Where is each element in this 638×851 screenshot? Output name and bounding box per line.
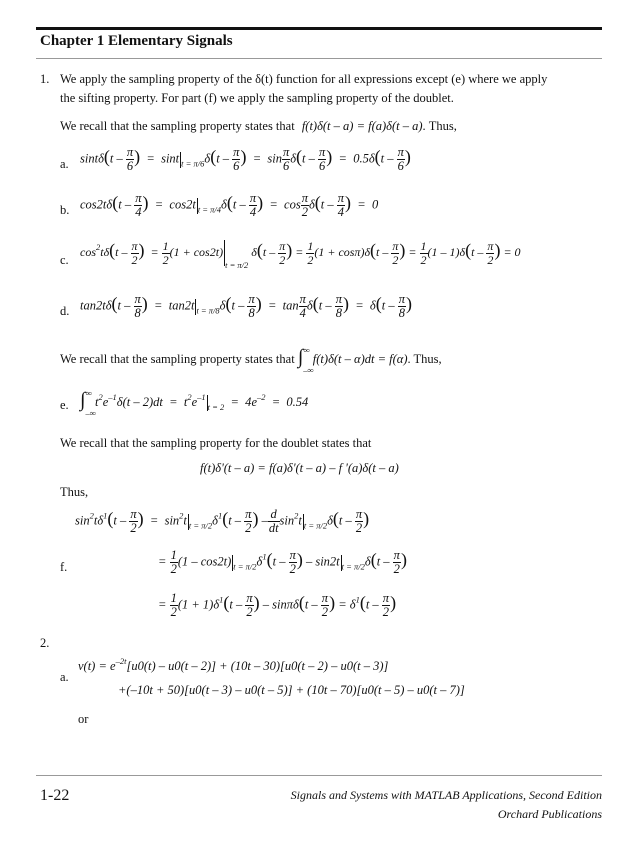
eq-line-1-exponent: –2t [115, 656, 127, 666]
book-title: Signals and Systems with MATLAB Applications, Second Edition [290, 788, 602, 802]
recall-doublet-text: We recall that the sampling property for the doublet states that [60, 436, 372, 450]
part-f-label: f. [60, 560, 68, 574]
item-1-intro-line-1: We apply the sampling property of the δ(t) function for all expressions except (e) where we apply [60, 72, 548, 86]
or-label: or [78, 712, 89, 726]
sifting-property-equation: f(t)δ(t – α)dt = f(α) [312, 352, 408, 366]
item-1-number: 1. [40, 72, 50, 86]
item-2-part-a-label: a. [60, 670, 69, 684]
sampling-property-equation: f(t)δ(t – a) = f(a)δ(t – a) [301, 119, 423, 133]
part-c-equation: $\cos^2t\delta(t$ – $\frac{\pi}{2}$ ) = $\frac{1}{2}$ $(1 + \cos 2t)_{t = \pi/2}$ δ(t – $\frac{\pi}{2}$ ) = $\frac{1}{2}$ (1 + cosπ)δ(t – $\frac{\pi}{2}$ ) = $\frac{1}{2}$ (1 – 1)δ(t – $\frac{\pi}{2}$ ) = 0 [80, 239, 521, 270]
recall-sifting-thus: . Thus, [407, 352, 442, 366]
part-c-label: c. [60, 253, 69, 267]
item-2-equation-line-2: +(–10t + 50)[u0(t – 3) – u0(t – 5)] + (10t – 70)[u0(t – 5) – u0(t – 7)] [118, 683, 465, 697]
thus-label: Thus, [60, 485, 89, 499]
doublet-property-equation: f(t)δ'(t – a) = f(a)δ'(t – a) – f '(a)δ(t – a) [200, 461, 399, 475]
recall-sampling-line [60, 119, 457, 134]
header-divider [36, 58, 602, 59]
part-d-label: d. [60, 304, 70, 318]
part-e-label: e. [60, 398, 69, 412]
chapter-title: Chapter 1 Elementary Signals [40, 33, 233, 49]
item-2-equation-line-1 [78, 656, 388, 674]
recall-sifting-text: We recall that the sampling property states that [60, 352, 295, 366]
header-rule [36, 27, 602, 30]
part-d-equation: tan2tδ(t – $\frac{\pi}{8}$ ) = tan2t $_{t = \pi/8}$δ(t – $\frac{\pi}{8}$ ) = tan $\frac{\pi}{4}$ δ(t – $\frac{\pi}{8}$ ) = δ(t – $\frac{\pi}{8}$ ) [80, 292, 412, 321]
item-1-intro-line-2: the sifting property. For part (f) we apply the sampling property of the doublet. [60, 91, 454, 105]
part-f-equation-line-1: $\sin^2t\delta^1(t$ – $\frac{\pi}{2}$ ) = $\sin^2t$ $_{t = \pi/2}\delta^1(t$ – $\frac{\pi}{2}$ ) – $\frac{d}{dt}$ $\sin^2t$ $_{t = \pi/2}$δ(t – $\frac{\pi}{2}$ ) [75, 507, 370, 536]
page-number: 1-22 [40, 787, 70, 804]
recall-thus: . Thus, [422, 119, 457, 133]
part-a-label: a. [60, 157, 69, 171]
part-b-equation: cos2tδ(t – $\frac{\pi}{4}$ ) = cos2t $_{t = \pi/4}$δ(t – $\frac{\pi}{4}$ ) = cos $\frac{\pi}{2}$ δ(t – $\frac{\pi}{4}$ ) = 0 [80, 191, 379, 220]
item-2-number: 2. [40, 636, 50, 650]
publisher: Orchard Publications [497, 807, 602, 821]
footer-rule [36, 775, 602, 776]
integral-sign: ∫ [297, 346, 304, 368]
part-b-label: b. [60, 203, 70, 217]
part-f-equation-line-3: = $\frac{1}{2}$ $(1 + 1)\delta^1(t$ – $\frac{\pi}{2}$ ) – sinπδ(t – $\frac{\pi}{2}$ ) = $\delta^1(t$ – $\frac{\pi}{2}$ ) [158, 591, 397, 620]
part-e-equation: $\int_{-\infty}^\infty$ $t^2e^{-1}\delta(t - 2)dt = t^2e^{-1}_{t = 2} = 4e^{-2} = 0.54$ [80, 388, 309, 418]
recall-sifting-line: We recall that the sampling property states that $\int_{-\infty}^\infty$ f(t)δ(t – α)dt = f(α). Thus, [60, 345, 442, 375]
part-a-equation: sintδ(t – $\frac{\pi}{6}$ ) = sint $_{t = \pi/6}$δ(t – $\frac{\pi}{6}$ ) = sin $\frac{\pi}{6}$ δ(t – $\frac{\pi}{6}$ ) = 0.5δ(t – $\frac{\pi}{6}$ ) [80, 145, 411, 174]
eq-line-1-start: v(t) = e [78, 659, 116, 673]
eq-line-1-rest: [u0(t) – u0(t – 2)] + (10t – 30)[u0(t – 2) – u0(t – 3)] [126, 659, 389, 673]
part-f-equation-line-2: = $\frac{1}{2}$ (1 – cos2t) $_{t = \pi/2}\delta^1(t$ – $\frac{\pi}{2}$ ) – sin2t $_{t = \pi/2}$δ(t – $\frac{\pi}{2}$ ) [158, 548, 407, 577]
recall-sampling-text: We recall that the sampling property states that [60, 119, 295, 133]
